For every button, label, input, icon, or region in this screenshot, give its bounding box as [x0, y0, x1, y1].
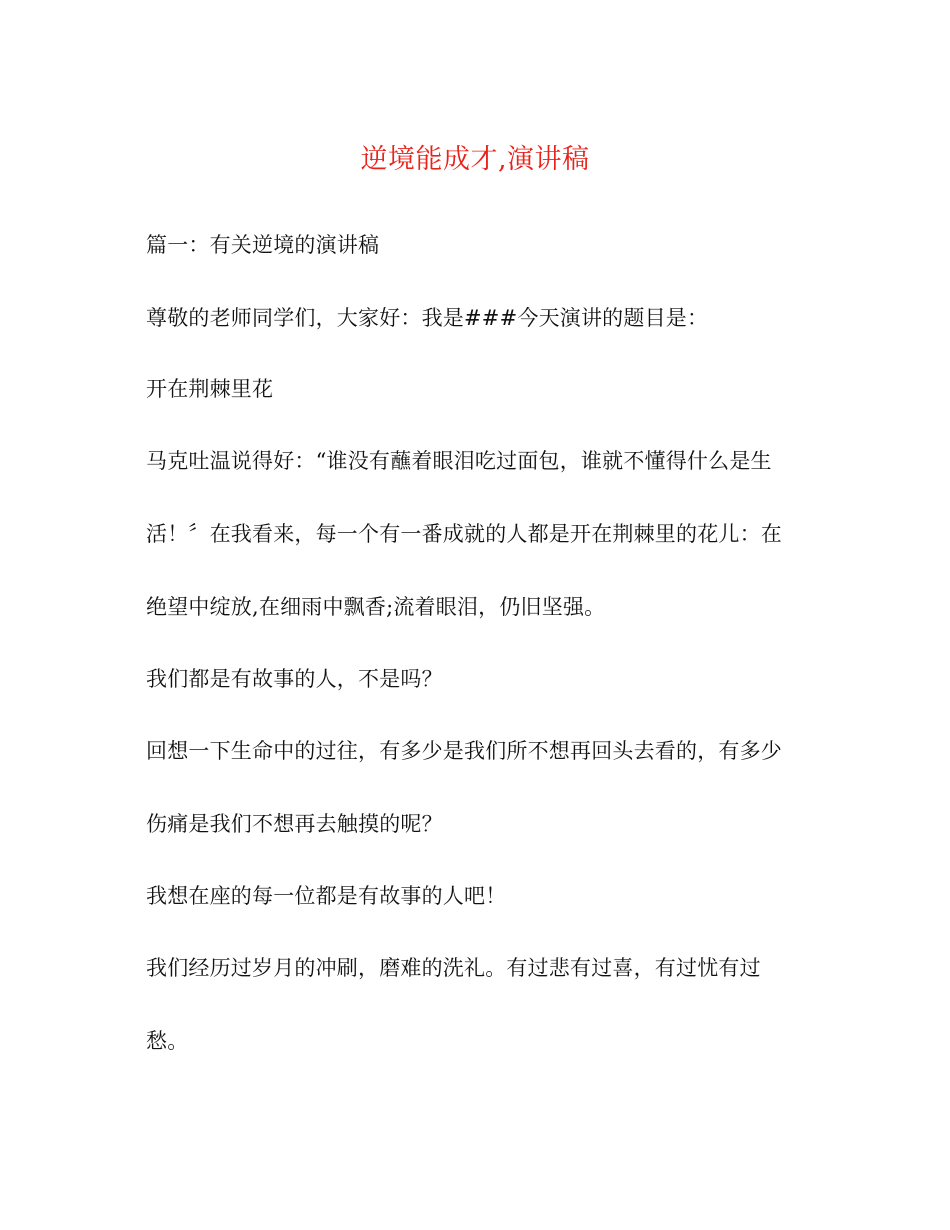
document-title: 逆境能成才,演讲稿	[360, 144, 590, 175]
paragraph-line: 回想一下生命中的过往，有多少是我们所不想再回头去看的，有多少	[146, 739, 782, 763]
paragraph-line: 绝望中绽放,在细雨中飘香;流着眼泪，仍旧坚强。	[146, 595, 606, 619]
paragraph-line: 活！〞在我看来，每一个有一番成就的人都是开在荆棘里的花儿：在	[146, 522, 782, 546]
section-heading: 篇一：有关逆境的演讲稿	[146, 233, 380, 257]
paragraph-line: 尊敬的老师同学们，大家好：我是###今天演讲的题目是：	[146, 306, 709, 330]
paragraph-line: 我想在座的每一位都是有故事的人吧！	[146, 884, 507, 908]
paragraph-line: 马克吐温说得好：“谁没有蘸着眼泪吃过面包，谁就不懂得什么是生	[146, 449, 772, 473]
paragraph-line: 我们都是有故事的人，不是吗？	[146, 667, 443, 691]
paragraph-line: 愁。	[146, 1029, 189, 1053]
paragraph-line: 伤痛是我们不想再去触摸的呢？	[146, 812, 443, 836]
paragraph-line: 开在荆棘里花	[146, 377, 274, 401]
paragraph-line: 我们经历过岁月的冲刷，磨难的洗礼。有过悲有过喜，有过忧有过	[146, 956, 761, 980]
